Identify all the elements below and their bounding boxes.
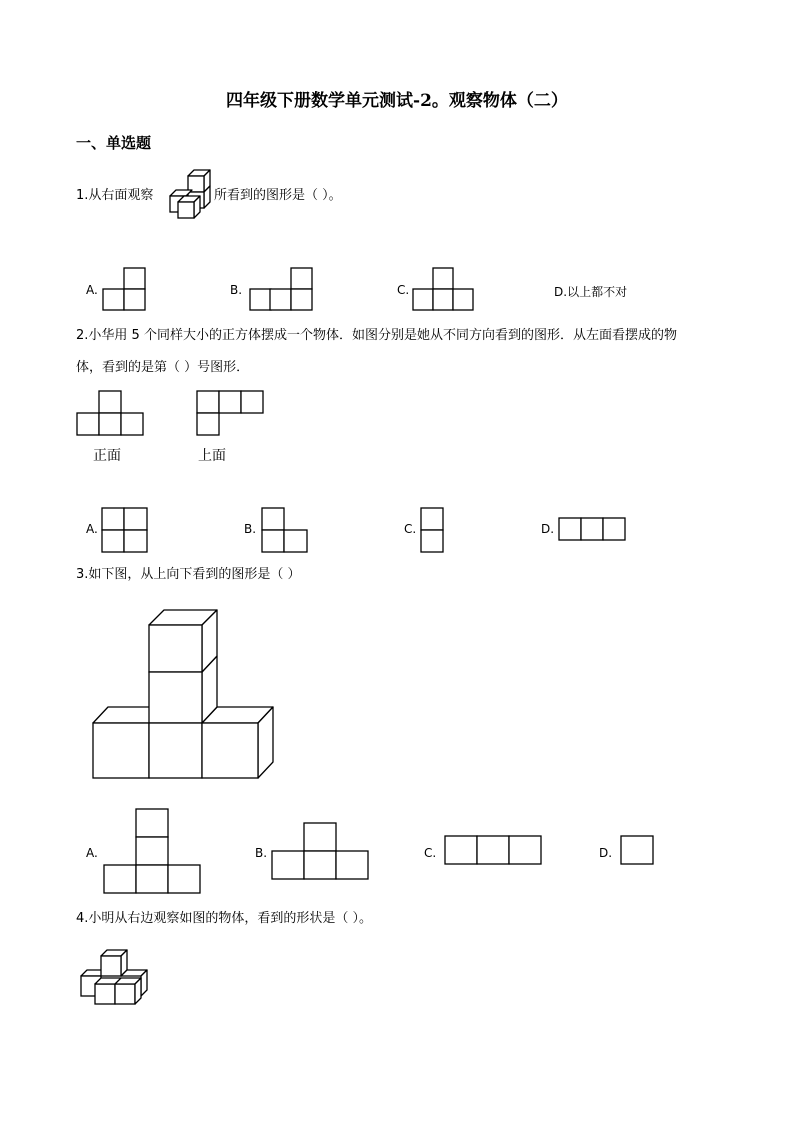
question-3-option-b-figure[interactable] (272, 822, 372, 882)
question-1-option-d-text: 以上都不对 (567, 285, 628, 299)
question-3-stem: 3.如下图，从上向下看到的图形是（ ） (76, 567, 301, 582)
question-4-stem: 4.小明从右边观察如图的物体，看到的形状是（ ）。 (76, 911, 373, 926)
question-2-top-view-figure (197, 390, 267, 438)
question-1-option-b-label[interactable]: B. (230, 283, 243, 297)
question-1-option-a-figure[interactable] (103, 267, 147, 311)
section-heading: 一、单选题 (76, 134, 152, 152)
question-3-option-d-label[interactable]: D. (599, 846, 613, 860)
question-1-stem-end: 所看到的图形是（ ）。 (214, 188, 342, 203)
question-2-option-c-label[interactable]: C. (404, 522, 417, 536)
question-4-solid-figure (78, 944, 150, 1008)
question-3-option-b-label[interactable]: B. (255, 846, 268, 860)
question-3-solid-figure (90, 608, 276, 784)
question-1-option-c-figure[interactable] (413, 267, 475, 311)
question-2-option-d-figure[interactable] (559, 517, 629, 543)
question-1-option-c-label[interactable]: C. (397, 283, 410, 297)
question-2-front-view-figure (77, 390, 147, 438)
question-3-option-d-figure[interactable] (621, 835, 657, 867)
question-1-option-a-label[interactable]: A. (86, 283, 98, 297)
page-title: 四年级下册数学单元测试-2。观察物体（二） (226, 91, 568, 111)
question-1-solid-figure (166, 170, 214, 222)
question-1-option-b-figure[interactable] (250, 267, 314, 311)
question-2-stem-line-1: 2.小华用 5 个同样大小的正方体摆成一个物体．如图分别是她从不同方向看到的图形．从左面看摆成的物 (76, 328, 677, 343)
question-3-option-c-figure[interactable] (445, 835, 545, 867)
question-3-option-a-label[interactable]: A. (86, 846, 98, 860)
question-1-option-d-label: D. (554, 285, 568, 299)
question-1-stem-start: 1.从右面观察 (76, 188, 154, 203)
question-2-option-c-figure[interactable] (421, 507, 447, 553)
question-2-top-view-caption: 上面 (198, 448, 226, 464)
question-2-front-view-caption: 正面 (93, 448, 121, 464)
question-3-option-c-label[interactable]: C. (424, 846, 437, 860)
question-2-option-a-label[interactable]: A. (86, 522, 98, 536)
question-3-option-a-figure[interactable] (104, 808, 204, 896)
question-2-stem-line-2: 体，看到的是第（ ）号图形． (76, 360, 250, 375)
question-2-option-b-figure[interactable] (262, 507, 310, 553)
question-2-option-d-label[interactable]: D. (541, 522, 555, 536)
question-1-option-d[interactable] (554, 283, 627, 300)
question-2-option-a-figure[interactable] (102, 507, 150, 553)
question-2-option-b-label[interactable]: B. (244, 522, 257, 536)
